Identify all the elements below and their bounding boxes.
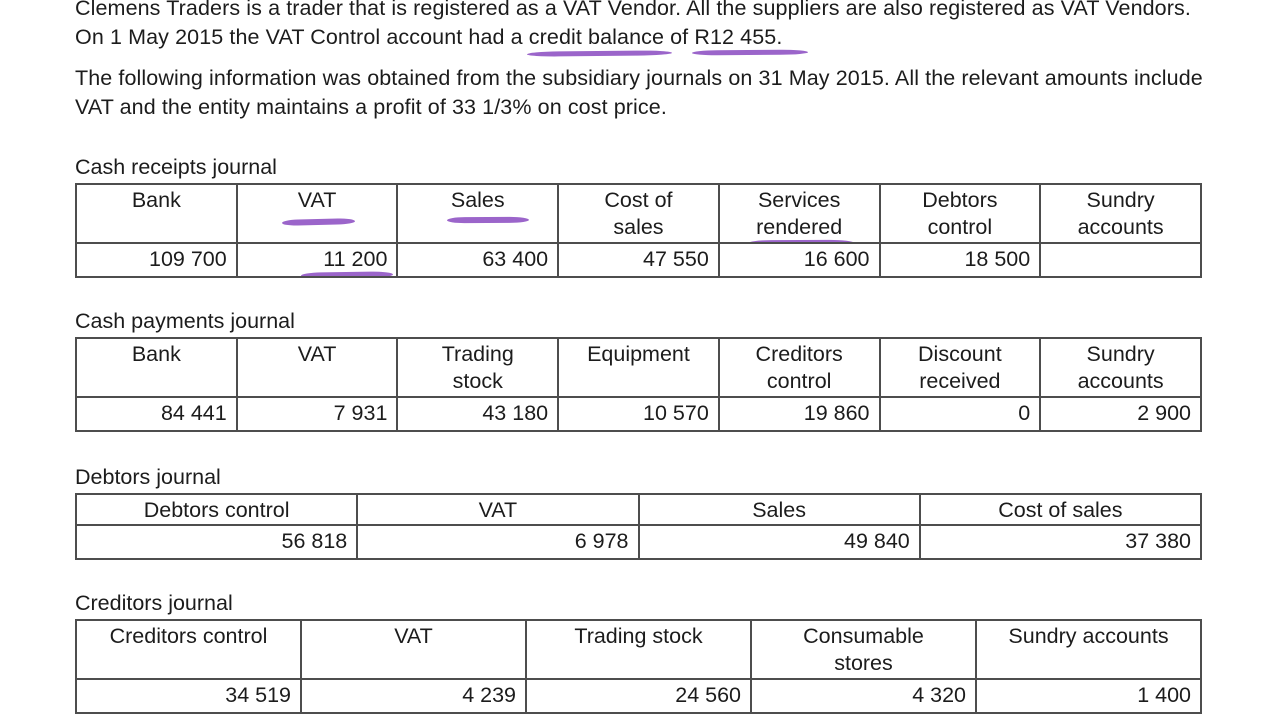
vat-marker-underline: VAT [297,188,337,212]
value-cell-cost-of-sales: 37 380 [920,525,1201,559]
cash-receipts-journal-table [75,183,1202,278]
value-cell-vat [237,243,398,277]
value-cell-sundry-accounts [1040,243,1201,277]
sales-marker-underline: Sales [450,188,505,212]
credit-balance-underlined: credit balance [528,24,665,49]
header-cell-trading-stock: Trading stock [526,620,751,679]
value-cell-consumable-stores: 4 320 [751,679,976,713]
rendered-marker-underline: rendered [756,215,843,239]
value-row [76,243,1201,277]
header-cell-sundry-accounts: Sundry accounts [1040,338,1201,397]
header-cell-debtors-control: Debtors control [76,494,357,525]
value-row [76,679,1201,713]
header-cell-sundry-accounts: Sundry accounts [976,620,1201,679]
debtors-journal-title: Debtors journal [75,465,221,489]
header-cell-bank: Bank [76,338,237,397]
header-cell-sales [397,184,558,243]
header-row [76,184,1201,243]
intro-paragraph [75,0,1207,51]
header-cell-creditors-control: Creditors control [719,338,880,397]
cash-receipts-journal-title: Cash receipts journal [75,155,277,179]
cash-payments-journal-table [75,337,1202,432]
header-row [76,494,1201,525]
value-cell-bank: 84 441 [76,397,237,431]
value-cell-vat: 7 931 [237,397,398,431]
header-cell-vat: VAT [357,494,638,525]
header-cell-sundry-accounts: Sundry accounts [1040,184,1201,243]
header-cell-vat: VAT [301,620,526,679]
vat-amount-underlined: 11 200 [323,246,388,271]
header-row [76,338,1201,397]
header-cell-sales: Sales [639,494,920,525]
value-cell-services-rendered: 16 600 [719,243,880,277]
value-cell-cost-of-sales: 47 550 [558,243,719,277]
value-row [76,525,1201,559]
header-cell-creditors-control: Creditors control [76,620,301,679]
value-cell-sundry-accounts: 1 400 [976,679,1201,713]
value-cell-debtors-control: 56 818 [76,525,357,559]
value-row [76,397,1201,431]
creditors-journal-table [75,619,1202,714]
header-cell-bank: Bank [76,184,237,243]
header-cell-debtors-control: Debtors control [880,184,1041,243]
header-cell-discount-received: Discount received [880,338,1041,397]
header-cell-equipment: Equipment [558,338,719,397]
value-cell-trading-stock: 24 560 [526,679,751,713]
cash-payments-journal-title: Cash payments journal [75,309,295,333]
value-cell-vat: 4 239 [301,679,526,713]
instructions-paragraph: The following information was obtained from the subsidiary journals on 31 May 2015. All the relevant amounts include VAT and the entity maintains a profit of 33 1/3% on cost price. [75,66,1203,119]
header-cell-cost-of-sales: Cost of sales [920,494,1201,525]
value-cell-sales: 63 400 [397,243,558,277]
value-cell-discount-received: 0 [880,397,1041,431]
value-cell-vat: 6 978 [357,525,638,559]
value-cell-creditors-control: 34 519 [76,679,301,713]
header-row [76,620,1201,679]
debtors-journal-table [75,493,1202,560]
opening-balance-underlined: R12 455. [694,24,783,49]
header-cell-cost-of-sales: Cost of sales [558,184,719,243]
intro-text-1: Clemens Traders is a trader that is registered as a VAT Vendor. All the suppliers are also registered as VAT Vendors. On 1 May 2015 the VAT Control account had a [75,0,1191,49]
creditors-journal-title: Creditors journal [75,591,233,615]
header-cell-vat [237,184,398,243]
header-cell-trading-stock: Trading stock [397,338,558,397]
value-cell-creditors-control: 19 860 [719,397,880,431]
header-cell-services-rendered: Services rendered [719,184,880,243]
value-cell-bank: 109 700 [76,243,237,277]
header-cell-vat: VAT [237,338,398,397]
value-cell-trading-stock: 43 180 [397,397,558,431]
value-cell-sales: 49 840 [639,525,920,559]
value-cell-debtors-control: 18 500 [880,243,1041,277]
intro-text-2: of [664,24,695,49]
value-cell-equipment: 10 570 [558,397,719,431]
value-cell-sundry-accounts: 2 900 [1040,397,1201,431]
header-cell-consumable-stores: Consumable stores [751,620,976,679]
